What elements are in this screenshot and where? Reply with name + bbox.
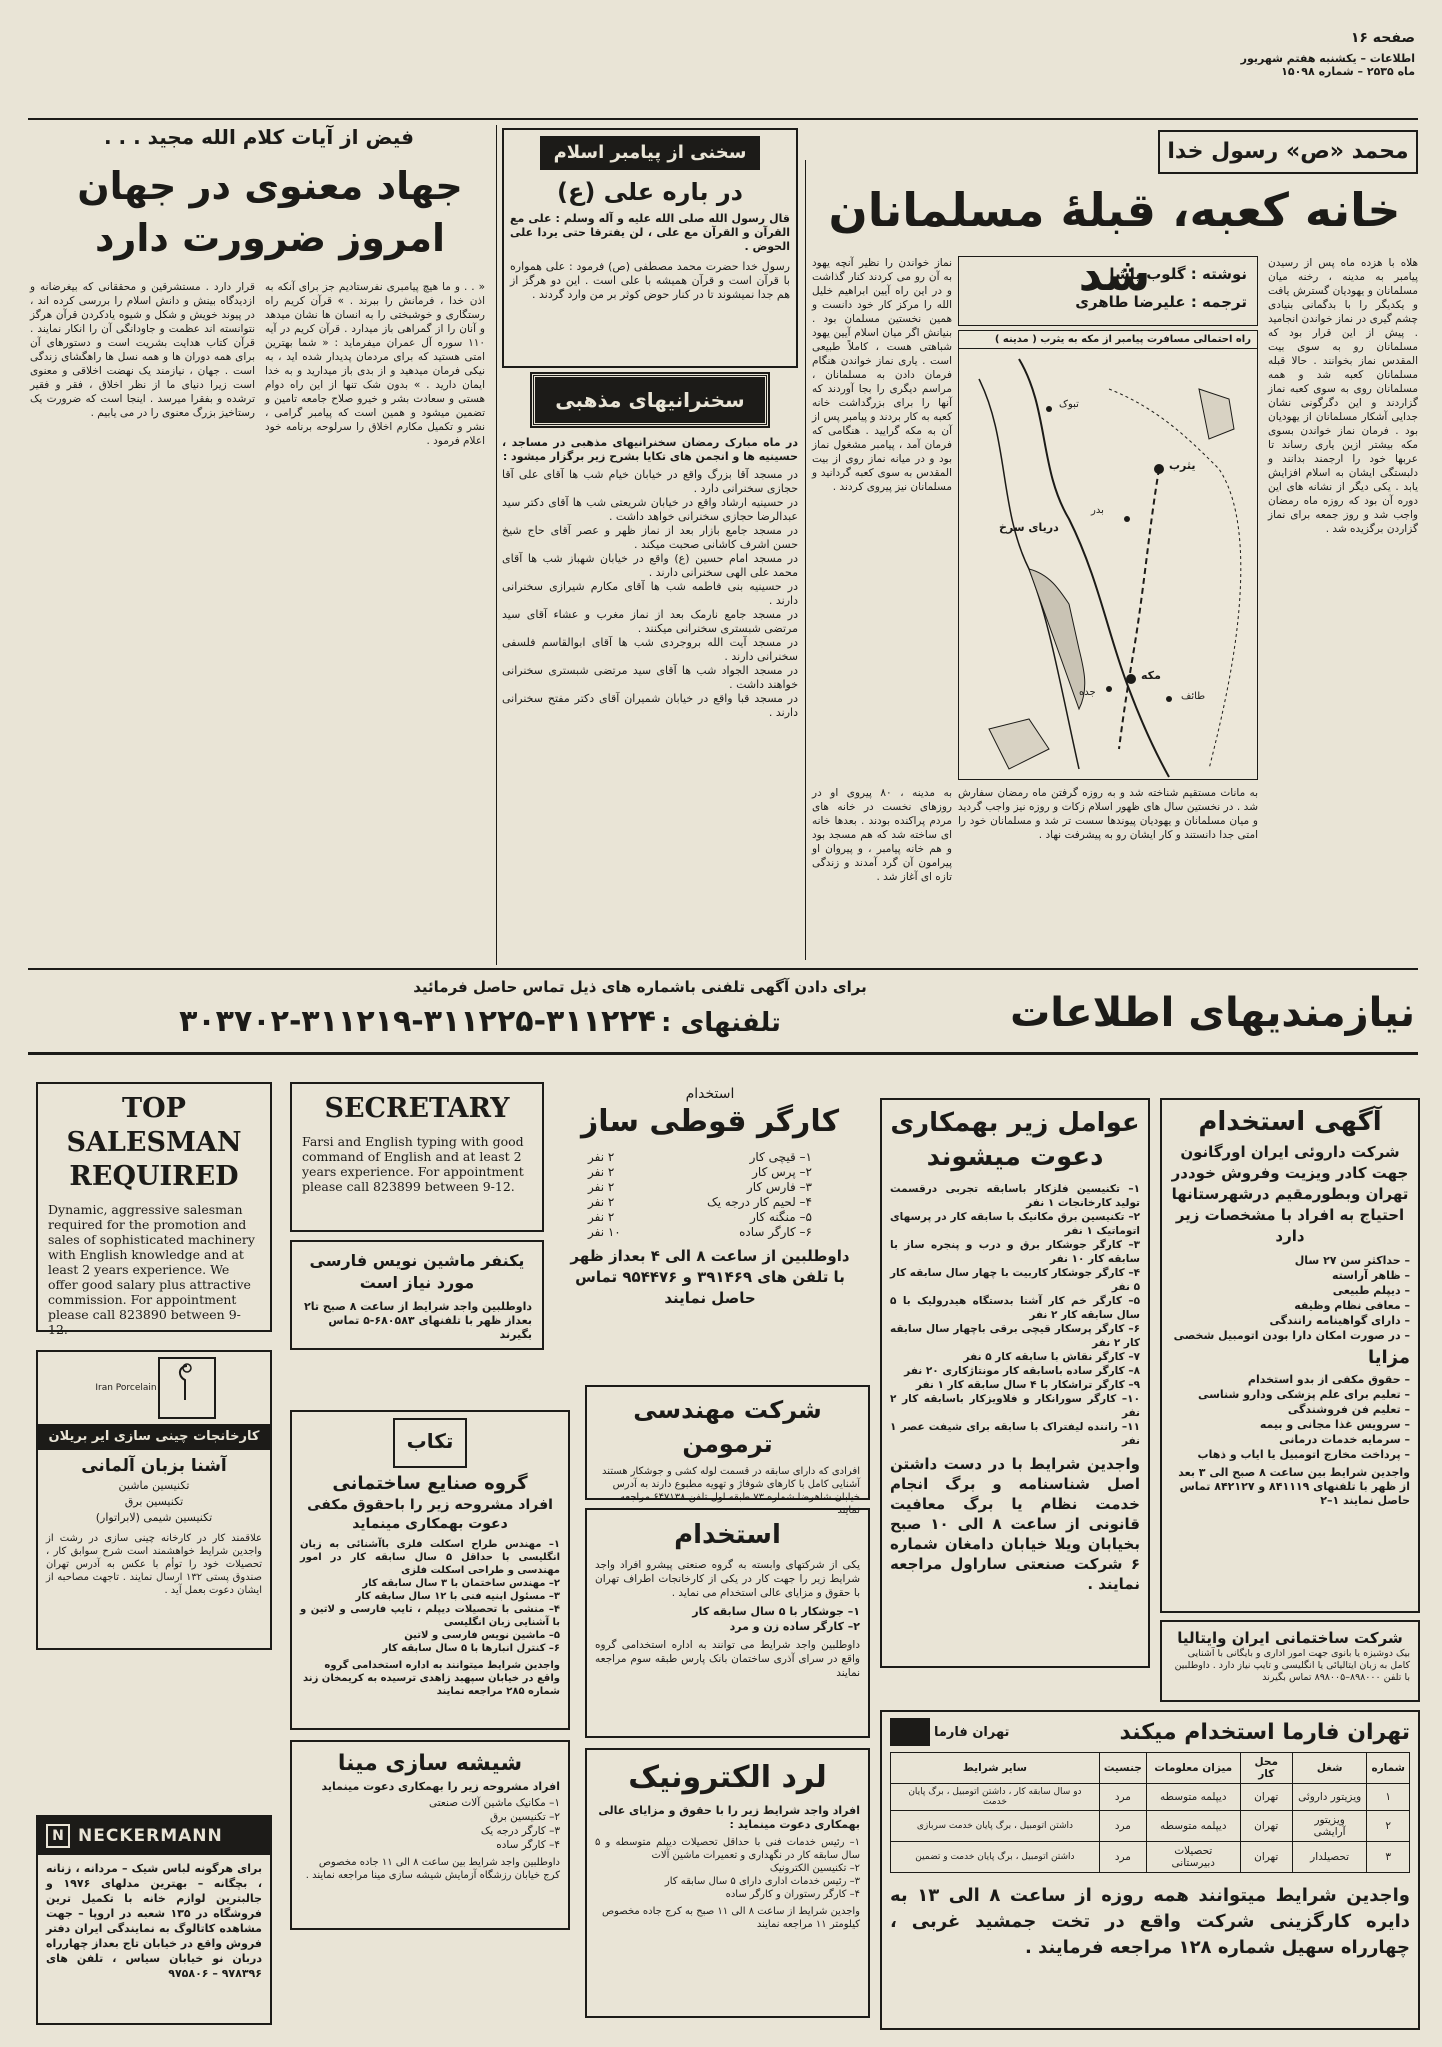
list-item: تکنیسین شیمی (لابراتوار) [95, 1511, 213, 1524]
author: نوشته : گلوب پاشا [1109, 265, 1247, 283]
list-item: ۴– کارگر جوشکار کاربیت با چهار سال سابقه کار ۵ نفر [890, 1267, 1140, 1293]
list-item: ۱– تکنیسین فلزکار باسابقه تجربی درقسمت تولید کارخانجات ۱ نفر [890, 1183, 1140, 1209]
translator: ترجمه : علیرضا طاهری [1075, 293, 1247, 311]
list-item: ۵– کارگر خم کار آشنا بدستگاه هیدرولیک با ۵ سال سابقه کار ۲ نفر [890, 1295, 1140, 1321]
mina-title: شیشه سازی مینا [337, 1751, 523, 1776]
mecca-marker [1126, 674, 1136, 684]
list-item: ۹– کارگر تراشکار با ۴ سال سابقه کار ۱ نفر [915, 1379, 1140, 1391]
list-item: ۲– پرس کار ۲ نفر [588, 1165, 812, 1179]
lecture-item: در مسجد قبا واقع در خیابان شمیران آقای دکتر مفتح سخنرانی دارند . [502, 692, 798, 719]
table-row: ۳ تحصیلدار تهران تحصیلات دبیرستانی مرد داشتن اتومبیل ، برگ پایان خدمت و تضمین [891, 1842, 1410, 1873]
map-caption: راه احتمالی مسافرت پیامبر از مکه به یثرب ( مدینه ) [959, 331, 1257, 349]
list-item: ۴– کارگر ساده [496, 1839, 560, 1851]
list-item: ۳– کارگر جوشکار برق و درب و پنجره ساز با سابقه کار ۱۰ نفر [890, 1239, 1140, 1265]
farma-title: تهران فارما استخدام میکند [1119, 1719, 1410, 1745]
table-header-row [891, 1753, 1410, 1784]
ads-phones-label: تلفنهای : [661, 1008, 781, 1038]
salesman-title-2: REQUIRED [69, 1161, 239, 1192]
list-item: ۳– کارگر درجه یک [480, 1825, 560, 1837]
jihad-kicker: فیض از آیات کلام الله مجید . . . [103, 125, 415, 149]
route-map [958, 330, 1258, 780]
neckermann-logo-icon: N [46, 1824, 70, 1848]
kaaba-col-1: هلاه با هزده ماه پس از رسیدن پیامبر به مدینه ، رخنه میان مسلمانان و یهودیان گسترش یافت و یکدیگر را با بدگمانی بنیادی چشم گیری در نماز خواندن انجامید . پیش از این قرار بود که مسلمانان رو به سوی بیت المقدس نماز بخوانند . حالا قبله مسلمانان کعبه شد و همه مسلمانان روی به سوی کعبه نماز گزاردند و این دگرگونی نشان جدایی آشکار مسلمانان از یهودیان بود . فرمان نماز خواندن بسوی مکه بیشتر ازین یاری رساند تا عربها خود را ارجمند بدانند و دلبستگی ایشان به اسلام افزایش یابد . یکی دیگر از نشانه های این دوره آن بود که روزه ماه رمضان واجب شد و روز جمعه برای نماز گزاردن برگزیده شد . [1268, 257, 1418, 535]
lord-intro: افراد واجد شرایط زیر را با حقوق و مزایای عالی بهمکاری دعوت مینماید : [598, 1804, 860, 1831]
table-header: سایر شرایط [891, 1753, 1100, 1784]
ad-recruit-pishro [585, 1508, 870, 1738]
list-item: ۲– کارگر ساده زن و مرد [729, 1620, 860, 1633]
list-item: ۲– تکنیسین برق [489, 1811, 560, 1823]
table-row: ۲ ویزیتور آرایشی تهران دیپلمه متوسطه مرد داشتن اتومبیل ، برگ پایان خدمت سربازی [891, 1811, 1410, 1842]
workers-list [890, 1182, 1140, 1448]
ad-thermomen [585, 1385, 870, 1516]
workers-title: عوامل زیر بهمکاری دعوت میشوند [890, 1108, 1140, 1172]
pharma-title: آگهی استخدام [1198, 1107, 1382, 1137]
italia-title: شرکت ساختمانی ایران وایتالیا [1177, 1629, 1403, 1647]
masthead-issue: ماه ۲۵۳۵ – شماره ۱۵۰۹۸ [1281, 65, 1415, 78]
farma-footer: واجدین شرایط میتوانند همه روزه از ساعت ۸ الی ۱۳ به دایره کارگزینی شرکت واقع در تخت جمشید غربی ، چهارراه سهیل شماره ۱۲۸ مراجعه فرمایند . [890, 1885, 1410, 1958]
can-maker-list [568, 1150, 852, 1240]
list-item: ۶– کنترل انبارها با ۵ سال سابقه کار [382, 1643, 560, 1654]
typist-title: یکنفر ماشین نویس فارسی مورد نیاز است [309, 1251, 525, 1292]
list-item: – حداکثر سن ۲۷ سال [1294, 1254, 1410, 1267]
list-item: ۳– فارس کار ۲ نفر [588, 1180, 812, 1194]
list-item: ۴– لحیم کار درجه یک ۲ نفر [588, 1195, 812, 1209]
porcelain-jobs [38, 1478, 270, 1526]
thermomen-title: شرکت مهندسی ترمومن [633, 1396, 822, 1458]
list-item: ۳– مسئول ابنیه فنی با ۱۲ سال سابقه کار [355, 1591, 560, 1602]
yathrib-marker [1154, 464, 1164, 474]
typist-body: داوطلبین واجد شرایط از ساعت ۸ صبح تا۲ بعداز ظهر با تلفنهای ۶۸۰۵۸۳-۵ تماس بگیرند [304, 1300, 532, 1341]
porcelain-title: کارخانجات چینی سازی ایر بریلان [38, 1424, 270, 1450]
list-item: ۲– تکنیسین الکترونیک [769, 1863, 860, 1874]
table-row: ۱ ویزیتور داروئی تهران دیپلمه متوسطه مرد دو سال سابقه کار ، داشتن اتومبیل ، برگ پایان خدمت [891, 1784, 1410, 1811]
kaaba-col-3: به مدینه ، ۸۰ پیروی او در روزهای نخست در خانه های مردم پراکنده بودند . بعدها خانه ای ساخته شد که هم مسجد بود و هم خانه پیامبر ، و پیروان او پیرامون آن گرد آمدند و زندگی تازه ای آغاز شد . [812, 787, 953, 883]
table-header: شماره [1367, 1753, 1410, 1784]
prophet-saying-title: در باره علی (ع) [556, 178, 743, 206]
map-label-yathrib: یثرب [1169, 459, 1196, 472]
list-item: ۶– کارگر ساده ۱۰ نفر [588, 1225, 812, 1239]
list-item: ۱– رئیس خدمات فنی با حداقل تحصیلات دیپلم متوسطه و ۵ سال سابقه کار در نگهداری و تعمیرات ماشین آلات [595, 1837, 860, 1861]
prophet-saying-arabic: قال رسول الله صلی الله علیه و آله وسلم : علی مع القرآن و القرآن مع علی ، لن یفترقا حتی یردا علی الحوض . [510, 212, 790, 253]
lord-footer: واجدین شرایط از ساعت ۸ الی ۱۱ صبح به کرج جاده مخصوص کیلومتر ۱۱ مراجعه نمایند [602, 1906, 860, 1930]
ads-phones [40, 1004, 920, 1048]
map-label-jeddah: جده [1079, 687, 1096, 698]
lord-list [595, 1836, 860, 1901]
list-item: ۷– کارگر نقاش با سابقه کار ۵ نفر [963, 1351, 1140, 1363]
pharma-footer: واجدین شرایط بین ساعت ۸ صبح الی ۳ بعد از ظهر با تلفنهای ۸۴۱۱۱۹ و ۸۴۲۱۲۷ تماس حاصل نمایند ۱–۲ [1178, 1466, 1410, 1507]
jihad-col-left: قرار دارد . مستشرقین و محققانی که بیغرضانه و ازدیدگاه بینش و دانش اسلام را بررسی کرده اند ، در پیوند خویش و شکل و شیوه یادکردن قرآن هرگز نتوانسته اند عظمت و جاودانگی آن را انکار نمایند . قرآن کتاب هدایت بشریت است و دستورهای آن برای همه دوران ها و همه نسل ها راهگشای زندگی است . جهان ، نیازمند یک نهضت اخلاقی و معنوی است زیرا دنیای ما از نظر اخلاق ، فقر و فقیر ترشده و بفقرا میرسد . اینجا است که ضرورت یک رستاخیز بزرگ معنوی را در می یابیم . [30, 281, 255, 419]
ad-can-maker [560, 1082, 860, 1332]
map-label-tabuk: تبوک [1059, 399, 1079, 410]
lecture-item: در مسجد آیت الله بروجردی شب ها آقای ابوالقاسم فلسفی سخنرانی دارند . [502, 636, 798, 663]
ad-iran-italia [1160, 1620, 1420, 1702]
list-item: – پرداخت مخارج اتومبیل یا ایاب و ذهاب [1197, 1448, 1410, 1461]
list-item: ۱– قیچی کار ۲ نفر [588, 1150, 812, 1164]
can-maker-footer: داوطلبین از ساعت ۸ الی ۴ بعداز ظهر با تلفن های ۳۹۱۴۶۹ و ۹۵۴۴۷۶ تماس حاصل نمایند [570, 1247, 850, 1307]
kaaba-byline [958, 256, 1258, 326]
list-item: ۲– تکنیسین برق مکانیک با سابقه کار در پرسهای اتوماتیک ۱ نفر [890, 1211, 1140, 1237]
pharma-benefits [1170, 1372, 1410, 1462]
list-item: – سرویس غذا مجانی و بیمه [1259, 1418, 1410, 1431]
lecture-item: در مسجد جامع نارمک بعد از نماز مغرب و عشاء آقای سید مرتضی شبستری سخنرانی میکنند . [502, 608, 798, 635]
list-item: ۱– مکانیک ماشین آلات صنعتی [429, 1797, 560, 1809]
list-item: ۱– مهندس طراح اسکلت فلزی باآشنائی به زبان انگلیسی با حداقل ۵ سال سابقه کار در امور مهندسی و طراحی اسکلت فلزی [300, 1539, 561, 1576]
farma-header [890, 1718, 1410, 1746]
neckermann-brand: NECKERMANN [78, 1826, 223, 1846]
pharma-body: شرکت داروئی ایران اورگانون جهت کادر ویزیت وفروش خوددر تهران وبطورمقیم درشهرستانها احتیاج به افراد با مشخصات زیر دارد [1171, 1143, 1409, 1245]
table-header: میزان معلومات [1146, 1753, 1240, 1784]
ad-tehran-pharma [880, 1710, 1420, 2030]
list-item: ۳– رئیس خدمات اداری دارای ۵ سال سابقه کار [664, 1876, 860, 1887]
list-item: ۵– ماشین نویس فارسی و لاتین [404, 1630, 560, 1641]
list-item: – تعلیم فن فروشندگی [1287, 1403, 1410, 1416]
takan-logo: تکاب [393, 1418, 467, 1468]
ad-secretary [290, 1082, 544, 1232]
table-header: محل کار [1240, 1753, 1292, 1784]
takan-subtitle: افراد مشروحه زیر را باحقوق مکفی دعوت بهمکاری مینماید [307, 1497, 553, 1532]
porcelain-jobs-title: آشنا بزبان آلمانی [81, 1456, 227, 1476]
list-item: ۴– کارگر رستوران و کارگر ساده [725, 1889, 860, 1900]
pishro-footer: داوطلبین واجد شرایط می توانند به اداره استخدامی گروه واقع در سرای آذری ساختمان بانک پارس طبقه سوم مراجعه نمایند [595, 1639, 860, 1679]
mina-body: افراد مشروحه زیر را بهمکاری دعوت مینماید [321, 1780, 560, 1793]
jihad-headline: جهاد معنوی در جهان امروز ضرورت دارد [77, 164, 463, 260]
jihad-col-right: « . . و ما هیچ پیامبری نفرستادیم جز برای آنکه به اذن خدا ، فرمانش را ببرند . » قرآن کریم راه رستگاری و خوشبختی را به انسان ها نشان میدهد و آنان را از گمراهی باز میدارد . قرآن کریم در آیه ۱۱۰ سوره آل عمران میفرماید : « شما بهترین امتی هستید که برای مردمان پدیدار شده اید ، به نیکی فرمان میدهید و از بدی باز میدارید و به خدا ایمان دارید . » بدون شک تنها از این راه دوام هستی و سعادت بشر و خیرو صلاح جامعه تامین و تضمین میشود و همین است که پیامبر گرامی ، نشر و تکمیل مکارم اخلاق را سرلوحه برنامه خود اعلام فرمود . [265, 281, 485, 447]
list-item: – دارای گواهینامه رانندگی [1269, 1314, 1410, 1327]
ad-lord-electronic [585, 1748, 870, 2018]
list-item: ۱۱– راننده لیفتراک با سابقه برای شیفت عصر ۱ نفر [890, 1421, 1140, 1447]
kaaba-col-4: به مانات مستقیم شناخته شد و به روزه گرفتن ماه رمضان سفارش شد . در نخستین سال های ظهور اسلام زکات و روزه نیز واجب گردید و میان مسلمانان و یهودیان پیوندها سست تر شد و مسلمانان خود را امتی جدا دانستند و کار ایشان رو به پیشرفت نهاد . [958, 787, 1258, 841]
list-item: – ظاهر آراسته [1332, 1269, 1410, 1282]
takan-list [300, 1538, 560, 1655]
pharma-reqs [1170, 1253, 1410, 1343]
can-maker-title: کارگر قوطی ساز [580, 1104, 840, 1139]
lecture-item: در مسجد امام حسین (ع) واقع در خیابان شهباز شب ها آقای محمد علی الهی سخنرانی دارند . [502, 552, 798, 579]
mina-list [300, 1796, 560, 1852]
porcelain-brand: Iran Porcelain [95, 1383, 157, 1393]
ads-logo [965, 990, 1415, 1050]
pishro-list [595, 1604, 860, 1634]
pishro-title: استخدام [674, 1520, 781, 1550]
lectures-badge: سخنرانیهای مذهبی [532, 374, 768, 426]
salesman-title-1: TOP SALESMAN [66, 1093, 242, 1158]
prophet-saying-badge: سخنی از پیامبر اسلام [540, 136, 760, 170]
list-item: ۸– کارگر ساده باسابقه کار مونتاژکاری ۲۰ نفر [904, 1365, 1140, 1377]
list-item: – تعلیم برای علم پزشکی ودارو شناسی [1197, 1388, 1410, 1401]
lecture-item: در مسجد الجواد شب ها آقای سید مرتضی شبستری سخنرانی خواهند داشت . [502, 664, 798, 691]
porcelain-logo-icon [157, 1356, 217, 1420]
lectures-list [502, 468, 798, 720]
table-header: جنسیت [1099, 1753, 1146, 1784]
kaaba-col-2: نماز خواندن را نظیر آنچه یهود به آن رو می کردند کنار گذاشت و در این راه آیین ابراهیم خلیل الله را مرکز کار خود دانست و همین نخستین مسلمان بود . بنیانش اگر میان اسلام آیین یهود شباهتی هست ، کاملاً طبیعی است . یاری نماز خواندن هنگام فرمان دادن به مسلمانان ، مراسم دیگری را بجا آوردند که آنها را برای بزرگداشت خانه کعبه به کار بردند و پیامبر پس از آن به مکه گرایید . هنگامی که فرمان آمد ، پیامبر مشغول نماز بود و در میانه نماز روی از بیت المقدس به سوی کعبه گردانید و مسلمانان نیز پیروی کردند . [812, 257, 952, 493]
map-label-taif: طائف [1181, 691, 1206, 702]
pharma-benefits-title: مزایا [1367, 1347, 1410, 1368]
prophet-saying-box [502, 128, 798, 368]
can-maker-kicker: استخدام [685, 1086, 735, 1102]
list-item: – معافی نظام وظیفه [1294, 1299, 1410, 1312]
lecture-item: در مسجد آقا بزرگ واقع در خیابان خیام شب ها آقای علی آقا حجازی سخنرانی دارد . [502, 468, 798, 495]
map-illustration [959, 349, 1257, 777]
lectures-intro: در ماه مبارک رمضان سخنرانیهای مذهبی در مساجد ، حسینیه ها و انجمن های تکایا بشرح زیر برگزار میشود : [502, 436, 798, 463]
neckermann-body: برای هرگونه لباس شیک – مردانه ، زنانه ، بچگانه – بهترین مدلهای ۱۹۷۶ و جالبترین لوازم خانه با تکمیل ترین فروشگاه در ۱۳۵ شعبه در اروپا – جهت مشاهده کاتالوگ به نمایندگی ایران دفتر فروش واقع در خیابان تاج بعداز چهارراه دربان نو خیابان سیاس ، تلفن های ۹۷۸۳۹۶ – ۹۷۵۸۰۶ [46, 1862, 262, 1980]
farma-logo-icon [890, 1718, 930, 1746]
secretary-body: Farsi and English typing with good command of English and at least 2 years experience. For appointment please call 823899 between 9-12. [302, 1134, 524, 1194]
takan-title: گروه صنایع ساختمانی [332, 1473, 528, 1494]
ad-top-salesman [36, 1082, 272, 1337]
list-item: تکنیسین برق [124, 1495, 184, 1508]
masthead-date: اطلاعات – یکشنبه هفتم شهریور [1240, 52, 1415, 65]
map-label-mecca: مکه [1141, 669, 1161, 682]
workers-footer: واجدین شرایط با در دست داشتن اصل شناسنامه و برگ انجام خدمت نظام یا برگ معافیت قانونی از ساعت ۸ الی ۱۰ صبح بخیابان ویلا خیابان دامغان شماره ۶ شرکت صنعتی ساراول مراجعه نمایند . [890, 1455, 1140, 1593]
italia-body: بیک دوشیزه یا بانوی جهت امور اداری و بایگانی با آشنایی کامل به زبان ایتالیائی یا انگلیسی و تایپ نیاز دارد . داوطلبین با تلفن ۸۹۸۰۰۰–۸۹۸۰۰۵ تماس بگیرند [1174, 1648, 1410, 1683]
list-item: – دیپلم طبیعی [1332, 1284, 1410, 1297]
ad-construction-group [290, 1410, 570, 1730]
page-number: صفحه ۱۶ [1350, 30, 1415, 46]
prophet-saying-persian: رسول خدا حضرت محمد مصطفی (ص) فرمود : علی همواره با قرآن است و قرآن همیشه با علی است . این دو هرگز از هم جدا نمیشوند تا در کنار حوض کوثر بر من وارد گردند . [510, 260, 790, 301]
list-item: ۵– منگنه کار ۲ نفر [588, 1210, 812, 1224]
list-item: ۱– جوشکار با ۵ سال سابقه کار [692, 1605, 860, 1618]
map-label-red-sea: دریای سرخ [999, 521, 1059, 534]
thermomen-body: افرادی که دارای سابقه در قسمت لوله کشی و جوشکار هستند آشنایی کامل با کارهای شوفاژ و تهویه مطبوع دارند به آدرس خیابان شاهرضا شماره ۷۳ طبقه اول تلفن ۶۴۷۱۳۸ مراجعه نمایند [602, 1466, 860, 1516]
list-item: – سرمایه خدمات درمانی [1279, 1433, 1410, 1446]
farma-logo [890, 1718, 1009, 1746]
salesman-body: Dynamic, aggressive salesman required for the promotion and sales of sophisticated machinery with English knowledge and at least 2 years experience. We offer good salary plus attractive commission. For appointment please call 823890 between 9-12. [48, 1202, 255, 1337]
lecture-item: در مسجد جامع بازار بعد از نماز ظهر و عصر آقای حاج شیخ حسن اشرف کاشانی صحبت میکند . [502, 524, 798, 551]
ad-typist [290, 1240, 544, 1350]
ad-workers-invited [880, 1098, 1150, 1668]
table-header: شغل [1292, 1753, 1367, 1784]
porcelain-body: علاقمند کار در کارخانه چینی سازی در رشت از واجدین شرایط خواهشمند است شرح سوابق کار ، تحصیلات خود را توأم با عکس به آدرس تهران صندوق پستی ۱۳۲ ارسال نمایند . تاجهت مصاحبه از ایشان دعوت بعمل آید . [46, 1533, 262, 1596]
ad-neckermann [36, 1815, 272, 2025]
ad-iran-porcelain [36, 1350, 272, 1650]
takan-footer: واجدین شرایط میتوانند به اداره استخدامی گروه واقع در خیابان سپهبد زاهدی ترسیده به کریمخان زند شماره ۲۸۵ مراجعه نمایند [303, 1660, 560, 1697]
pishro-body: یکی از شرکتهای وابسته به گروه صنعتی پیشرو افراد واجد شرایط زیر را جهت کار در یکی از کارخانجات اطراف تهران با حقوق و مزایای عالی استخدام می نماید . [595, 1559, 860, 1599]
list-item: ۶– کارگر پرسکار قیچی برقی باچهار سال سابقه کار ۲ نفر [890, 1323, 1140, 1349]
masthead [1180, 30, 1415, 110]
ads-phones-numbers: ۳۱۱۲۲۴-۳۱۱۲۲۵-۳۱۱۲۱۹-۳۰۳۷۰۲ [179, 1004, 656, 1039]
kaaba-kicker: محمد «ص» رسول خدا [1158, 130, 1418, 174]
kaaba-headline: خانه کعبه، قبلهٔ مسلمانان شد [828, 183, 1401, 301]
religious-lectures [502, 374, 798, 964]
lecture-item: در حسینیه ارشاد واقع در خیابان شریعتی شب ها آقای دکتر سید عبدالرضا حجازی سخنرانی خواهد داشت . [502, 496, 798, 523]
farma-logo-text: تهران فارما [934, 1724, 1010, 1740]
secretary-title: SECRETARY [324, 1093, 510, 1124]
map-label-badr: بدر [1091, 505, 1104, 516]
neckermann-header [38, 1817, 270, 1855]
list-item: ۴– منشی با تحصیلات دیپلم ، تایپ فارسی و لاتین و با آشنایی زبان انگلیسی [300, 1604, 560, 1628]
ad-mina-glass [290, 1740, 570, 1930]
list-item: – حقوق مکفی از بدو استخدام [1247, 1373, 1410, 1386]
mina-footer: داوطلبین واجد شرایط بین ساعت ۸ الی ۱۱ جاده مخصوص کرج خیابان رزشگاه آزمایش شیشه سازی مینا مراجعه نمایند . [305, 1857, 560, 1881]
porcelain-logo [38, 1352, 270, 1424]
lecture-item: در حسینیه بنی فاطمه شب ها آقای مکارم شیرازی سخنرانی دارند . [502, 580, 798, 607]
ad-pharma-organon [1160, 1098, 1420, 1613]
list-item: تکنیسین ماشین [118, 1479, 190, 1492]
ads-logo-text: نیازمندیهای اطلاعات [1010, 990, 1415, 1036]
list-item: ۲– مهندس ساختمان با ۳ سال سابقه کار [362, 1578, 560, 1589]
ads-notice: برای دادن آگهی تلفنی باشماره های ذیل تماس حاصل فرمائید [413, 978, 867, 996]
lord-title: لرد الکترونیک [628, 1760, 827, 1795]
farma-jobs-table [890, 1752, 1410, 1873]
list-item: ۱۰– کارگر سورانکار و فلاویزکار باسابقه کار ۲ نفر [890, 1393, 1140, 1419]
list-item: – در صورت امکان دارا بودن اتومبیل شخصی [1173, 1329, 1410, 1342]
